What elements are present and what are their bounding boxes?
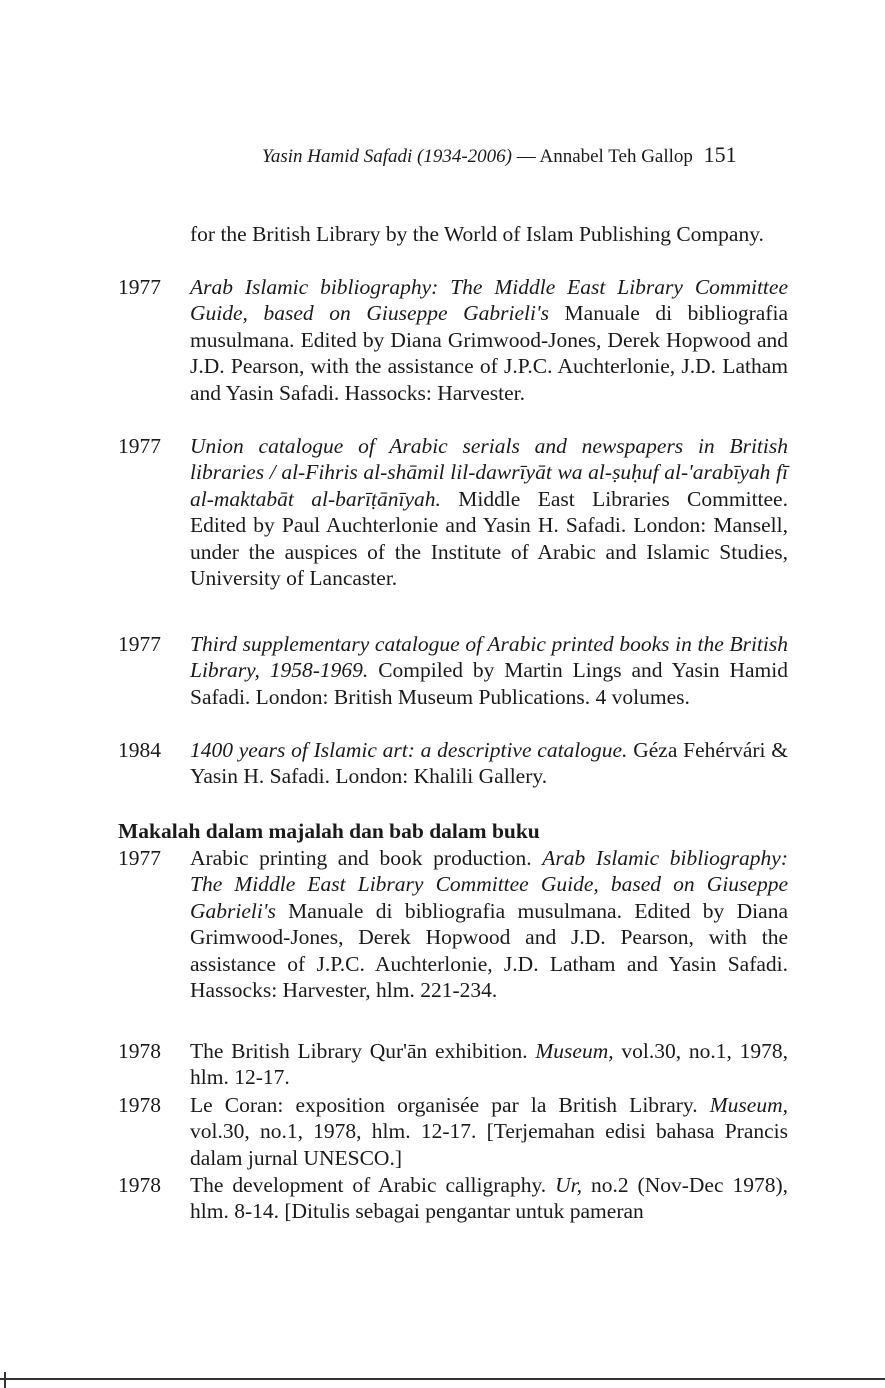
entry-article-title: Arabic printing and book production.: [190, 846, 543, 870]
entry-year: 1978: [118, 1173, 161, 1197]
entry-title: Museum,: [709, 1093, 788, 1117]
entry-article-title: The British Library Qur'ān exhibition.: [190, 1039, 536, 1063]
entry-title: Union catalogue of Arabic serials and newspapers in British libraries / al-Fihris al-shāmil lil-dawrīyāt wa al-ṣuḥuf al-'arabīyah fī al-maktabāt al-barīṭānīyah.: [190, 434, 788, 511]
bibliography-entry: [118, 1092, 788, 1171]
bibliography-entry: [118, 274, 788, 406]
bibliography-entry: [118, 433, 788, 591]
bibliography-entry: [118, 1172, 788, 1225]
entry-details: Manuale di bibliografia musulmana. Edited by Diana Grimwood-Jones, Derek Hopwood and J.D. Pearson, with the assistance of J.P.C. Auchterlonie, J.D. Latham and Yasin Safadi. Hassocks: Harvester, hlm. 221-234.: [190, 898, 788, 1003]
entry-title: Museum,: [535, 1039, 614, 1063]
entry-year: 1984: [118, 738, 161, 762]
entry-year: 1978: [118, 1039, 161, 1063]
entry-title: Arab Islamic bibliography: The Middle East Library Committee Guide, based on Giuseppe Gabrieli's: [190, 846, 788, 923]
header-separator: —: [512, 146, 540, 167]
bibliography-entry: [118, 737, 788, 790]
scan-edge-line: [0, 1378, 885, 1380]
running-header: [262, 142, 792, 170]
entry-year: 1978: [118, 1093, 161, 1117]
entry-details: Compiled by Martin Lings and Yasin Hamid Safadi. London: British Museum Publications. 4 volumes.: [190, 658, 788, 709]
entry-title: 1400 years of Islamic art: a descriptive catalogue.: [190, 738, 628, 762]
entry-details: Géza Fehérvári & Yasin H. Safadi. London: Khalili Gallery.: [190, 738, 788, 789]
entry-details: Manuale di bibliografia musulmana. Edited by Diana Grimwood-Jones, Derek Hopwood and J.D. Pearson, with the assistance of J.P.C. Auchterlonie, J.D. Latham and Yasin Safadi. Hassocks: Harvester.: [190, 301, 788, 405]
entry-year: 1977: [118, 846, 161, 870]
header-author: Annabel Teh Gallop: [539, 146, 693, 167]
entry-year: 1977: [118, 632, 161, 656]
entry-article-title: The development of Arabic calligraphy.: [190, 1173, 556, 1197]
entry-details: vol.30, no.1, 1978, hlm. 12-17.: [190, 1039, 788, 1090]
entry-year: 1977: [118, 275, 161, 299]
continuation-paragraph: for the British Library by the World of Islam Publishing Company.: [190, 222, 764, 246]
bibliography-entry: [118, 845, 788, 1003]
entry-year: 1977: [118, 434, 161, 458]
entry-text: [190, 631, 788, 710]
entry-text: [190, 433, 788, 591]
scan-edge-tick: [4, 1372, 6, 1388]
entry-text: [190, 845, 788, 1003]
bibliography-entry: [118, 631, 788, 710]
entry-text: [190, 1038, 788, 1091]
entry-title: Ur,: [555, 1173, 583, 1197]
entry-article-title: Le Coran: exposition organisée par la British Library.: [190, 1093, 710, 1117]
entry-text: [190, 737, 788, 790]
header-title: Yasin Hamid Safadi (1934-2006): [262, 146, 513, 167]
entry-text: [190, 1172, 788, 1225]
entry-title: Third supplementary catalogue of Arabic printed books in the British Library, 1958-1969.: [190, 632, 788, 683]
bibliography-entry: [118, 1038, 788, 1091]
page-number: 151: [703, 142, 737, 167]
entry-title: Arab Islamic bibliography: The Middle East Library Committee Guide, based on Giuseppe Gabrieli's: [190, 275, 788, 326]
section-heading: Makalah dalam majalah dan bab dalam buku: [118, 819, 540, 843]
entry-details: no.2 (Nov-Dec 1978), hlm. 8-14. [Ditulis sebagai pengantar untuk pameran: [190, 1173, 788, 1224]
entry-text: [190, 274, 788, 406]
entry-details: vol.30, no.1, 1978, hlm. 12-17. [Terjemahan edisi bahasa Prancis dalam jurnal UNESCO.]: [190, 1119, 788, 1170]
entry-details: Middle East Libraries Committee. Edited by Paul Auchterlonie and Yasin H. Safadi. London: Mansell, under the auspices of the Institute of Arabic and Islamic Studies, University of Lancaster.: [190, 486, 788, 591]
entry-text: [190, 1092, 788, 1171]
